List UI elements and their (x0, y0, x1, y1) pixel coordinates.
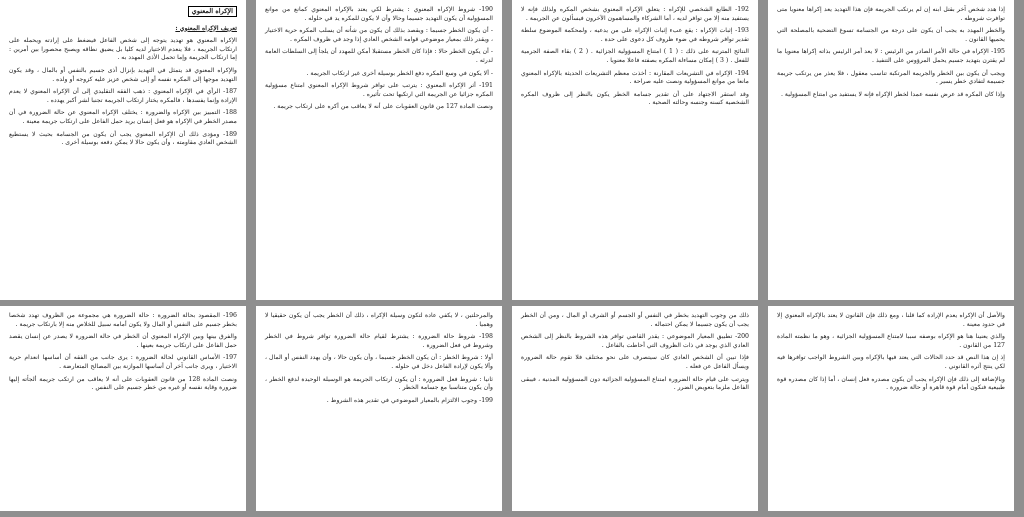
paragraph: والمرحلتين ، لا يكفي عادة لتكون وسيلة الإكراه ، ذلك أن الخطر يجب أن يكون حقيقيا لا وهميا . (265, 312, 493, 328)
paragraph: وإذا كان المكره قد عرض نفسه عمدا لخطر الإكراه فإنه لا يستفيد من امتناع المسؤولية . (780, 90, 1005, 98)
paragraph: ونصت المادة 127 من قانون العقوبات على أنه لا يعاقب من أكره على ارتكاب جريمة . (273, 103, 493, 111)
paragraph: النتائج المترتبة على ذلك : ( 1 ) امتناع المسؤولية الجزائية . ( 2 ) بقاء الصفة الجرمية للفعل . ( 3 ) إمكان مساءلة المكره بصفته فاعلا معنويا . (521, 48, 749, 64)
document-page-8[interactable] (768, 306, 1014, 511)
paragraph: والإكراه المعنوي قد يتمثل في التهديد بإنزال أذى جسيم بالنفس أو بالمال ، وقد يكون التهديد موجها إلى المكره نفسه أو إلى شخص عزيز عليه كزوجه أو ولده . (9, 66, 237, 83)
document-page-1[interactable] (0, 0, 246, 300)
paragraph: - ألا يكون في وسع المكره دفع الخطر بوسيلة أخرى غير ارتكاب الجريمة . (306, 69, 493, 77)
document-page-5[interactable] (0, 306, 246, 511)
paragraph: فإذا تبين أن الشخص العادي كان سيتصرف على نحو مختلف فلا تقوم حالة الضرورة ويسأل الفاعل عن فعله . (521, 354, 749, 370)
section-heading: تعريف الإكراه المعنوي : (175, 24, 237, 32)
paragraph: 200- تطبيق المعيار الموضوعي : يقدر القاضي توافر هذه الشروط بالنظر إلى الشخص العادي الذي يوجد في ذات الظروف التي أحاطت بالفاعل . (521, 333, 749, 349)
paragraph: وقد استقر الاجتهاد على أن تقدير جسامة الخطر يكون بالنظر إلى ظروف المكره الشخصية كسنه وجنسه وحالته الصحية . (521, 90, 749, 107)
paragraph: أولا : شروط الخطر : أن يكون الخطر جسيما ، وأن يكون حالا ، وأن يهدد النفس أو المال ، وألا يكون لإرادة الفاعل دخل في حلوله . (265, 354, 493, 370)
paragraph: 194- الإكراه في التشريعات المقارنة : أخذت معظم التشريعات الحديثة بالإكراه المعنوي مانعا من موانع المسؤولية ونصت عليه صراحة . (521, 69, 749, 86)
paragraph: وبالإضافة إلى ذلك فإن الإكراه يجب أن يكون مصدره فعل إنسان ، أما إذا كان مصدره قوة طبيعية فنكون أمام قوة قاهرة أو حالة ضرورة . (777, 375, 1005, 392)
paragraph: والفرق بينها وبين الإكراه المعنوي أن الخطر في حالة الضرورة لا يصدر عن إنسان يقصد حمل الفاعل على ارتكاب جريمة بعينها . (9, 333, 237, 349)
paragraph: 195- الإكراه في حالة الأمر الصادر من الرئيس : لا يعد أمر الرئيس بذاته إكراها معنويا ما لم يقترن بتهديد جسيم يحمل المرؤوس على التنفيذ . (777, 48, 1005, 64)
paragraph: ويترتب على قيام حالة الضرورة امتناع المسؤولية الجزائية دون المسؤولية المدنية ، فيبقى الفاعل ملزما بتعويض الضرر . (521, 375, 749, 392)
paragraph: 187- الرأي في الإكراه المعنوي : ذهب الفقه التقليدي إلى أن الإكراه المعنوي لا يعدم الإرادة وإنما يفسدها ، فالمكره يختار ارتكاب الجريمة تجنبا لشر أكبر يهدده . (9, 88, 237, 104)
paragraph: ثانيا : شروط فعل الضرورة : أن يكون ارتكاب الجريمة هو الوسيلة الوحيدة لدفع الخطر ، وأن يكون متناسبا مع جسامة الخطر . (265, 375, 493, 392)
paragraph: 196- المقصود بحالة الضرورة : حالة الضرورة هي مجموعة من الظروف تهدد شخصا بخطر جسيم على النفس أو المال ولا يكون أمامه سبيل للخلاص منه إلا بارتكاب جريمة . (9, 312, 237, 328)
document-page-6[interactable] (256, 306, 502, 511)
paragraph: الإكراه المعنوي هو تهديد يتوجه إلى شخص الفاعل فيضغط على إرادته ويحمله على ارتكاب الجريمة ، فلا ينعدم الاختيار لديه كليا بل يضيق نطاقه ويصبح محصورا بين أمرين : إما ارتكاب الجريمة وإما تحمل الأذى المهدد به . (9, 37, 237, 62)
paragraph: إذا هدد شخص آخر بقتل ابنه إن لم يرتكب الجريمة فإن هذا التهديد يعد إكراها معنويا متى توافرت شروطه . (777, 6, 1005, 22)
paragraph: - أن يكون الخطر حالا : فإذا كان الخطر مستقبلا أمكن للمهدد أن يلجأ إلى السلطات العامة لدرئه . (265, 48, 493, 64)
paragraph: 189- ومؤدى ذلك أن الإكراه المعنوي يجب أن يكون من الجسامة بحيث لا يستطيع الشخص العادي مقاومته ، وأن يكون حالا لا يمكن دفعه بوسيلة أخرى . (9, 130, 237, 147)
paragraph: ويجب أن يكون بين الخطر والجريمة المرتكبة تناسب معقول ، فلا يعذر من يرتكب جريمة جسيمة لتفادي خطر يسير . (777, 69, 1005, 86)
paragraph: ونصت المادة 128 من قانون العقوبات على أنه لا يعاقب من ارتكب جريمة ألجأته إليها ضرورة وقاية نفسه أو غيره من خطر جسيم على النفس . (9, 375, 237, 392)
document-page-7[interactable] (512, 306, 758, 511)
paragraph: والذي يعنينا هنا هو الإكراه بوصفه سببا لامتناع المسؤولية الجزائية ، وهو ما نظمته المادة 127 من القانون . (777, 333, 1005, 349)
document-page-2[interactable] (256, 0, 502, 300)
paragraph: 198- شروط حالة الضرورة : يشترط لقيام حالة الضرورة توافر شروط في الخطر وشروط في فعل الضرورة . (265, 333, 493, 349)
document-page-4[interactable] (768, 0, 1014, 300)
paragraph: 192- الطابع الشخصي للإكراه : يتعلق الإكراه المعنوي بشخص المكره ولذلك فإنه لا يستفيد منه إلا من توافر لديه ، أما الشركاء والمساهمون الآخرون فيسألون عن الجريمة . (521, 6, 749, 22)
paragraph: 190- شروط الإكراه المعنوي : يشترط لكي يعتد بالإكراه المعنوي كمانع من موانع المسؤولية أن يكون التهديد جسيما وحالا وأن لا يكون للمكره يد في حلوله . (265, 6, 493, 22)
paragraph: 193- إثبات الإكراه : يقع عبء إثبات الإكراه على من يدعيه ، ولمحكمة الموضوع سلطة تقدير توافر شروطه في ضوء ظروف كل دعوى على حدة . (521, 27, 749, 43)
paragraph: إذ إن هذا النص قد حدد الحالات التي يعتد فيها بالإكراه وبين الشروط الواجب توافرها فيه لكي ينتج أثره القانوني . (777, 354, 1005, 370)
paragraph: 191- أثر الإكراه المعنوي : يترتب على توافر شروط الإكراه المعنوي امتناع مسؤولية المكره جزائيا عن الجريمة التي ارتكبها تحت تأثيره . (265, 82, 493, 98)
paragraph: 199- وجوب الالتزام بالمعيار الموضوعي في تقدير هذه الشروط . (326, 396, 493, 404)
page-title: الإكراه المعنوي (188, 6, 237, 17)
paragraph: 197- الأساس القانوني لحالة الضرورة : يرى جانب من الفقه أن أساسها انعدام حرية الاختيار ، ويرى جانب آخر أن أساسها الموازنة بين المصالح المتعارضة . (9, 354, 237, 370)
paragraph: - أن يكون الخطر جسيما : ويقصد بذلك أن يكون من شأنه أن يسلب المكره حرية الاختيار ، ويقدر ذلك بمعيار موضوعي قوامه الشخص العادي إذا وجد في ظروف المكره . (265, 27, 493, 43)
document-page-3[interactable] (512, 0, 758, 300)
paragraph: ذلك من وجوب التهديد بخطر في النفس أو الجسم أو الشرف أو المال ، ومن أن الخطر يجب أن يكون جسيما لا يمكن احتماله . (521, 312, 749, 328)
paragraph: 188- التمييز بين الإكراه والضرورة : يختلف الإكراه المعنوي عن حالة الضرورة في أن مصدر الخطر في الإكراه هو فعل إنسان يريد حمل الفاعل على ارتكاب جريمة معينة . (9, 109, 237, 125)
paragraph: والأصل أن الإكراه يعدم الإرادة كما قلنا ، ومع ذلك فإن القانون لا يعتد بالإكراه المعنوي إلا في حدود معينة . (777, 312, 1005, 328)
paragraph: والخطر المهدد به يجب أن يكون على درجة من الجسامة تسوغ التضحية بالمصلحة التي يحميها القانون . (777, 27, 1005, 43)
